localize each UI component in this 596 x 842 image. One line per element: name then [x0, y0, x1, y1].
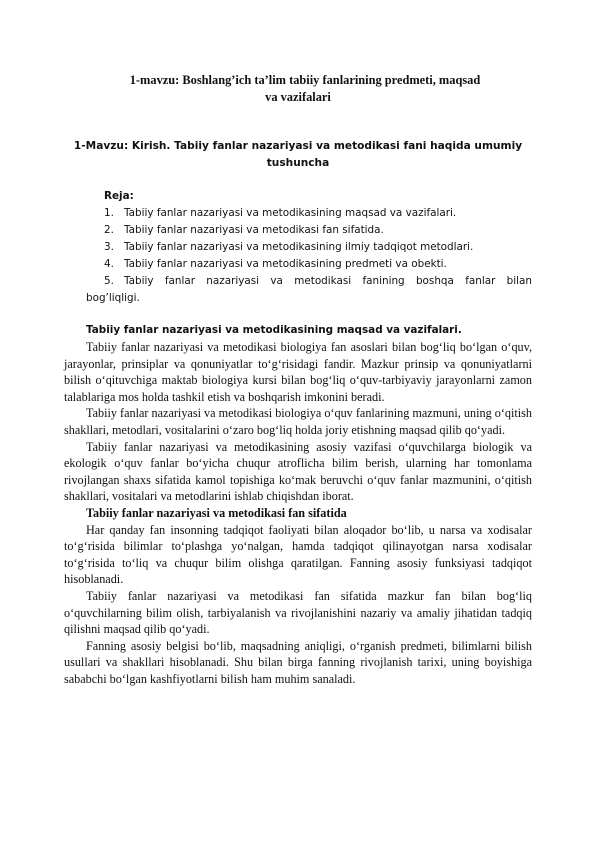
title-line-1: 1-mavzu: Boshlang’ich ta’lim tabiiy fanlarining predmeti, maqsad — [129, 73, 481, 87]
plan-item — [86, 205, 532, 222]
paragraph: Har qanday fan insonning tadqiqot faoliyati bilan aloqador bo‘lib, u narsa va xodisalar to‘g‘risida bilimlar to‘plashga yo‘nalgan, hamda tadqiqot qilinayotgan narsa xodisalar to‘g‘risida to‘liq va chuqur bilim olishga qaratilgan. Fanning asosiy funksiyasi tadqiqot hisoblanadi. — [64, 522, 532, 587]
plan-item-text: Tabiiy fanlar nazariyasi va metodikasining predmeti va obekti. — [124, 258, 447, 270]
plan-item-number: 1. — [104, 207, 114, 219]
paragraph: Tabiiy fanlar nazariyasi va metodikasining asosiy vazifasi o‘quvchilarga biologik va ekologik o‘quv fanlar bo‘yicha chuqur atroflicha bilim berish, ularning har tomonlama rivojlangan shaxs sifatida kamol topishiga ko‘mak beruvchi o‘quv fanlar mazmunini, o‘qitish shakllari, vositalari va metodlarini ishlab chiqishdan iborat. — [64, 439, 532, 504]
title-line-2: va vazifalari — [265, 90, 331, 104]
plan-item — [86, 222, 532, 239]
plan-item-number: 3. — [104, 241, 114, 253]
plan-label: Reja: — [104, 190, 134, 202]
plan-list — [86, 188, 532, 307]
plan-item-text: Tabiiy fanlar nazariyasi va metodikasi fan sifatida. — [124, 224, 384, 236]
plan-item-text: Tabiiy fanlar nazariyasi va metodikasining maqsad va vazifalari. — [124, 207, 457, 219]
plan-item-text: Tabiiy fanlar nazariyasi va metodikasi fanining boshqa fanlar bilan — [124, 275, 532, 287]
topic-heading: 1-Mavzu: Kirish. Tabiiy fanlar nazariyasi va metodikasi fani haqida umumiy tushuncha — [73, 140, 523, 169]
plan-item-number: 2. — [104, 224, 114, 236]
plan-item-text: Tabiiy fanlar nazariyasi va metodikasining ilmiy tadqiqot metodlari. — [124, 241, 474, 253]
plan-item — [86, 239, 532, 256]
plan-item-number: 4. — [104, 258, 114, 270]
paragraph: Tabiiy fanlar nazariyasi va metodikasi fan sifatida mazkur fan bilan bog‘liq o‘quvchilarning bilim olish, tarbiyalanish va rivojlanishini nazariy va amaliy jihatidan tadqiq qilishni maqsad qilib qo‘yadi. — [64, 588, 532, 637]
body-text — [64, 339, 532, 687]
paragraph: Fanning asosiy belgisi bo‘lib, maqsadning aniqligi, o‘rganish predmeti, bilimlarni bilish usullari va shakllari hisoblanadi. Shu bilan birga fanning rivojlanish tarixi, uning boyishiga sababchi bo‘lgan kashfiyotlarni bilish ham muhim sanaladi. — [64, 638, 532, 686]
subsection-heading: Tabiiy fanlar nazariyasi va metodikasi fan sifatida — [86, 505, 347, 520]
plan-item — [86, 256, 532, 273]
plan-item — [86, 273, 532, 290]
paragraph: Tabiiy fanlar nazariyasi va metodikasi biologiya o‘quv fanlarining mazmuni, uning o‘qitish shakllari, metodlari, vositalarini o‘zaro bog‘liq holda joriy etishning maqsad qilib qo‘yadi. — [64, 406, 532, 437]
document-title — [60, 72, 536, 106]
section-heading: Tabiiy fanlar nazariyasi va metodikasining maqsad va vazifalari. — [86, 324, 462, 336]
plan-item-number: 5. — [104, 275, 114, 287]
paragraph: Tabiiy fanlar nazariyasi va metodikasi biologiya fan asoslari bilan bog‘liq bo‘lgan o‘quv, jarayonlar, prinsiplar va qonuniyatlar to‘g‘risidagi fandir. Mazkur prinsip va qonuniyatlarni bilish o‘qituvchiga maktab biologiya kursi bilan bog‘liq o‘quv-tarbiyaviy jarayonlarni zamon talablariga mos holda tashkil etish va boshqarish imkonini beradi. — [64, 340, 532, 404]
plan-item-continuation: bog’liqligi. — [86, 292, 140, 304]
